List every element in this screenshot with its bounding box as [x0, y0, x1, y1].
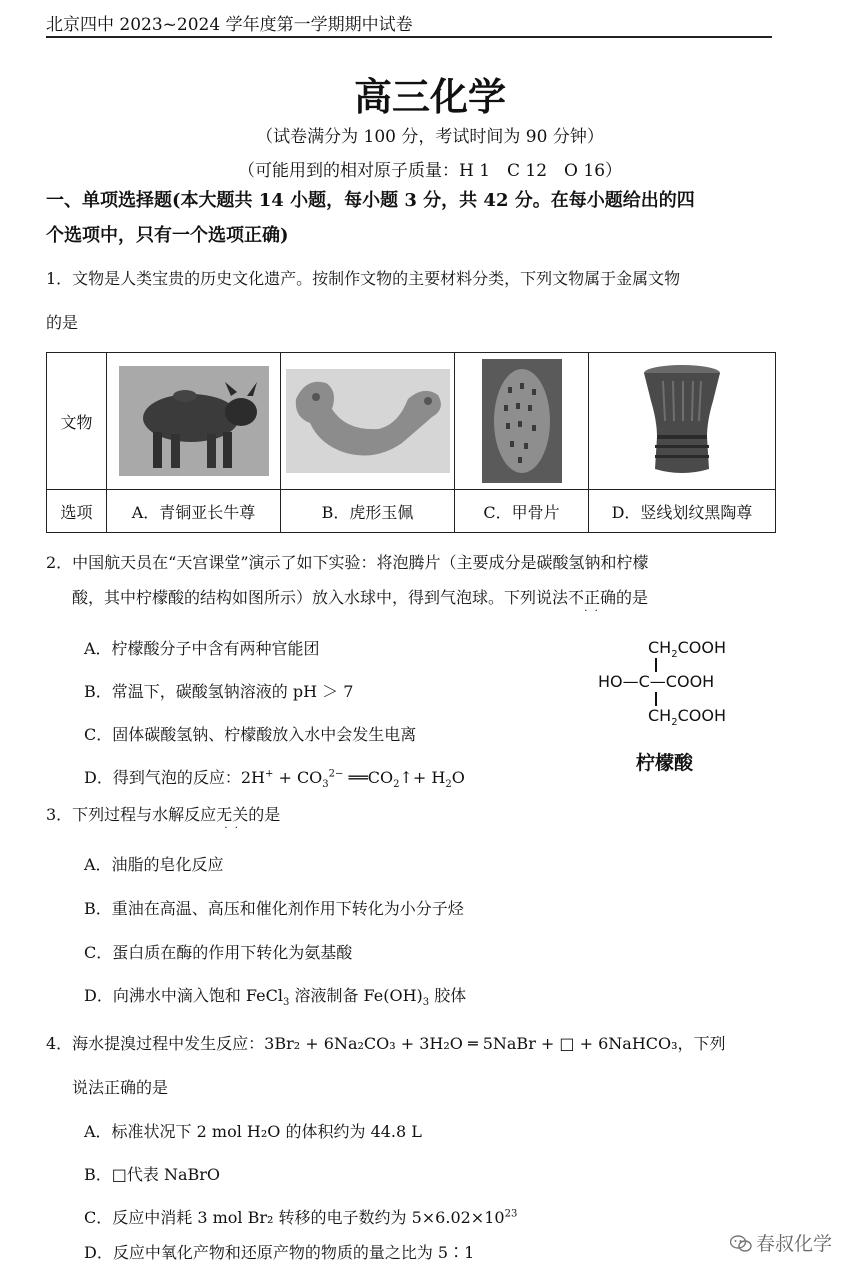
bond-line [655, 692, 657, 706]
section-heading-line1: 一、单项选择题(本大题共 14 小题，每小题 3 分，共 42 分。在每小题给出的四 [46, 190, 695, 211]
question-4-option-d: D．反应中氧化产物和还原产物的物质的量之比为 5∶1 [84, 1243, 475, 1262]
question-3-option-a: A．油脂的皂化反应 [84, 855, 224, 874]
bronze-ox-zun-image [107, 353, 281, 490]
question-2-option-a: A．柠檬酸分子中含有两种官能团 [84, 639, 320, 658]
question-2-option-c: C．固体碳酸氢钠、柠檬酸放入水中会发生电离 [84, 725, 417, 744]
wechat-icon [730, 1235, 752, 1253]
question-2-option-d: D．得到气泡的反应：$2H^+ + CO_3^{2-}$ $══CO_2↑+ H_2O$ [84, 768, 465, 791]
question-1-stem-cont: 的是 [46, 313, 79, 332]
structure-bottom-group: $CH_2COOH$ [648, 706, 726, 729]
question-1-stem: 1．文物是人类宝贵的历史文化遗产。按制作文物的主要材料分类，下列文物属于金属文物 [46, 269, 681, 288]
page-title: 高三化学 [353, 74, 506, 119]
black-pottery-zun-image [589, 353, 776, 490]
question-3-option-d: D．向沸水中滴入饱和 FeCl$_3$ 溶液制备 $Fe(OH)_3$ 胶体 [84, 986, 467, 1009]
question-4-stem: 4．海水提溴过程中发生反应：3Br₂ + 6Na₂CO₃ + 3H₂O ═ 5NaBr + □ + 6NaHCO₃，下列 [46, 1034, 726, 1053]
section-heading-line2: 个选项中，只有一个选项正确) [46, 225, 289, 246]
oracle-bone-image [455, 353, 589, 490]
exam-info: （试卷满分为 100 分，考试时间为 90 分钟） [256, 127, 604, 147]
emphasis-text: 不正确 · · [568, 588, 616, 607]
question-4-option-b: B．□代表 NaBrO [84, 1165, 221, 1184]
option-b-cell: B．虎形玉佩 [281, 490, 455, 533]
question-4-stem-cont: 说法正确的是 [72, 1078, 169, 1097]
question-3-option-b: B．重油在高温、高压和催化剂作用下转化为小分子烃 [84, 899, 464, 918]
exam-header: 北京四中 2023~2024 学年度第一学期期中试卷 [46, 15, 413, 35]
question-3-stem: 3．下列过程与水解反应无关 · ·的是 [46, 802, 280, 825]
structure-middle-row: HO—C—COOH [598, 672, 715, 691]
question-4-option-c: C．反应中消耗 3 mol Br₂ 转移的电子数约为 $5\times 6.02\times 10^{23}$ [84, 1208, 518, 1227]
question-3-option-c: C．蛋白质在酶的作用下转化为氨基酸 [84, 943, 353, 962]
artifact-row-label: 文物 [47, 353, 107, 490]
atomic-mass-info: （可能用到的相对原子质量：H 1 C 12 O 16） [237, 161, 623, 181]
question-2-stem: 2．中国航天员在“天宫课堂”演示了如下实验：将泡腾片（主要成分是碳酸氢钠和柠檬 [46, 553, 649, 572]
emphasis-text: 无关 · · [216, 805, 248, 824]
header-divider [46, 36, 772, 38]
structure-caption: 柠檬酸 [636, 752, 694, 774]
option-d-cell: D．竖线划纹黑陶尊 [589, 490, 776, 533]
artifact-table [46, 352, 776, 533]
structure-top-group: $CH_2COOH$ [648, 638, 726, 661]
question-4-option-a: A．标准状况下 2 mol H₂O 的体积约为 44.8 L [84, 1122, 422, 1141]
option-a-cell: A．青铜亚长牛尊 [107, 490, 281, 533]
question-2-option-b: B．常温下，碳酸氢钠溶液的 pH ＞ 7 [84, 682, 354, 701]
watermark-text: 春叔化学 [755, 1233, 832, 1255]
tiger-jade-pendant-image [281, 353, 455, 490]
option-c-cell: C．甲骨片 [455, 490, 589, 533]
option-row-label: 选项 [47, 490, 107, 533]
bond-line [655, 658, 657, 672]
watermark [730, 1229, 832, 1256]
question-2-stem-cont: 酸，其中柠檬酸的结构如图所示）放入水球中，得到气泡球。下列说法不正确 · ·的是 [72, 585, 648, 608]
